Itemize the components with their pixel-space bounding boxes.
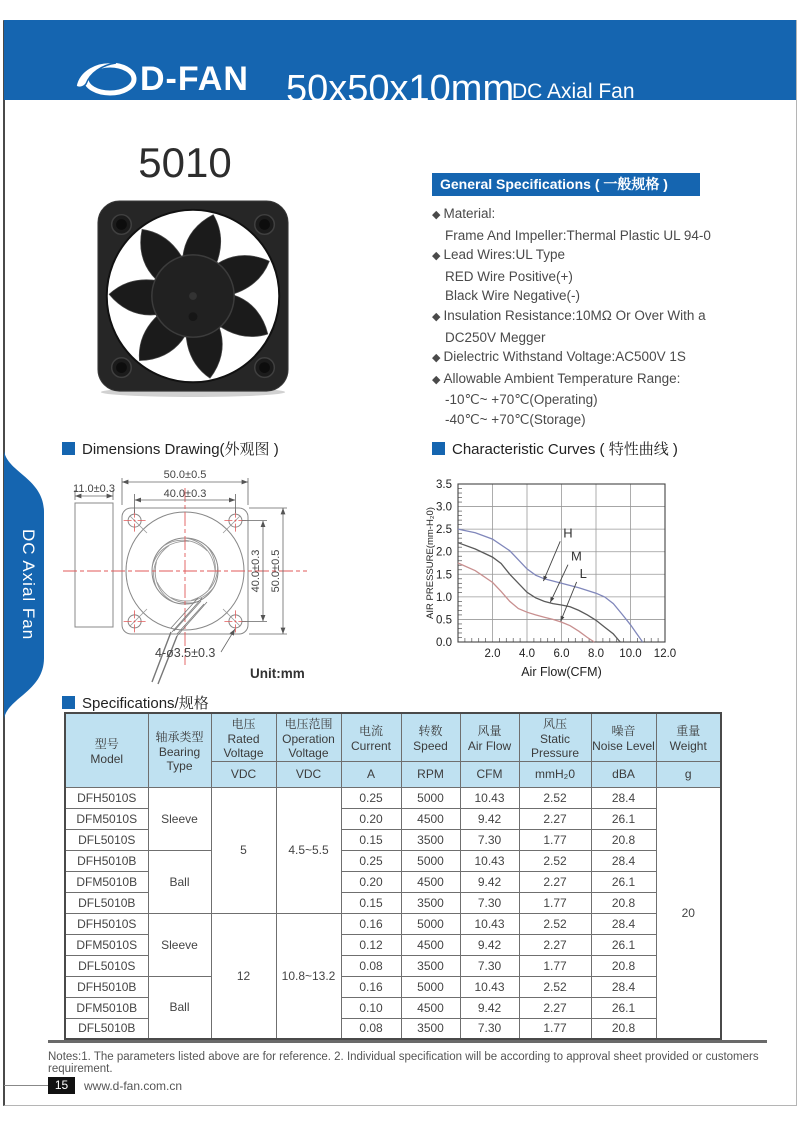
blue-square-icon	[432, 442, 445, 455]
table-cell: 9.42	[460, 934, 519, 955]
section-specifications-label: Specifications/规格	[82, 695, 209, 712]
svg-text:6.0: 6.0	[553, 648, 570, 660]
table-cell: 28.4	[591, 787, 656, 808]
table-cell: 20.8	[591, 955, 656, 976]
table-cell: 26.1	[591, 997, 656, 1018]
table-cell: 0.08	[341, 955, 401, 976]
table-cell: 5	[211, 787, 276, 913]
table-cell: 3500	[401, 892, 460, 913]
table-cell: 5000	[401, 850, 460, 871]
table-cell: 0.20	[341, 871, 401, 892]
table-cell: 1.77	[519, 955, 591, 976]
table-cell: Ball	[148, 850, 211, 913]
svg-text:1.0: 1.0	[436, 591, 452, 604]
svg-text:2.0: 2.0	[436, 546, 452, 559]
table-cell: 1.77	[519, 892, 591, 913]
unit-header: g	[656, 761, 721, 787]
column-header: 型号 Model	[65, 713, 148, 787]
header-band	[4, 20, 796, 110]
table-cell: 0.16	[341, 913, 401, 934]
spec-line: Frame And Impeller:Thermal Plastic UL 94-0	[445, 227, 711, 243]
table-cell: 0.12	[341, 934, 401, 955]
general-specs-header: General Specifications ( 一般规格 )	[432, 173, 700, 196]
table-cell: DFH5010B	[65, 850, 148, 871]
table-cell: 2.52	[519, 850, 591, 871]
table-cell: 2.27	[519, 808, 591, 829]
unit-header: A	[341, 761, 401, 787]
spec-line: ◆ Lead Wires:UL Type	[432, 245, 742, 267]
table-cell: 9.42	[460, 871, 519, 892]
svg-text:1.5: 1.5	[436, 569, 452, 582]
pageno-line	[4, 1085, 48, 1086]
curves-chart	[425, 468, 760, 686]
blue-square-icon	[62, 442, 75, 455]
column-header: 风量 Air Flow	[460, 713, 519, 761]
table-row	[65, 913, 721, 934]
table-cell: DFH5010S	[65, 913, 148, 934]
table-cell: 28.4	[591, 913, 656, 934]
table-cell: 2.52	[519, 787, 591, 808]
spec-line: ◆ Allowable Ambient Temperature Range:	[432, 369, 742, 391]
dim-holes: 4-ø3.5±0.3	[155, 646, 216, 660]
section-curves-label: Characteristic Curves ( 特性曲线 )	[452, 441, 678, 458]
curve-label-H: H	[563, 525, 573, 541]
table-row	[65, 976, 721, 997]
spec-line: -10℃~ +70℃(Operating)	[445, 392, 598, 408]
table-cell: 10.8~13.2	[276, 913, 341, 1039]
svg-text:0.0: 0.0	[436, 637, 452, 649]
brand	[74, 56, 249, 102]
table-cell: 5000	[401, 913, 460, 934]
table-cell: 3500	[401, 955, 460, 976]
unit-header: CFM	[460, 761, 519, 787]
dim-side-width: 11.0±0.3	[73, 483, 115, 495]
general-specs-list	[432, 204, 742, 430]
table-cell: 4500	[401, 997, 460, 1018]
dim-outer-v: 50.0±0.5	[270, 549, 282, 593]
section-curves	[432, 438, 678, 459]
table-cell: 20.8	[591, 892, 656, 913]
table-cell: Ball	[148, 976, 211, 1039]
table-cell: DFM5010B	[65, 871, 148, 892]
column-header: 转数 Speed	[401, 713, 460, 761]
table-cell: 26.1	[591, 934, 656, 955]
svg-text:3.5: 3.5	[436, 479, 452, 491]
curve-label-M: M	[570, 548, 582, 564]
column-header: 噪音 Noise Level	[591, 713, 656, 761]
y-axis-title: AIR PRESSURE(mm-H₂0)	[425, 507, 436, 619]
curve-H	[458, 529, 643, 642]
table-cell: 5000	[401, 976, 460, 997]
table-cell: 0.15	[341, 829, 401, 850]
column-header: 风压 Static Pressure	[519, 713, 591, 761]
unit-header: mmH₂0	[519, 761, 591, 787]
table-row	[65, 850, 721, 871]
dim-outer-h: 50.0±0.5	[163, 469, 207, 481]
table-cell: 10.43	[460, 787, 519, 808]
table-cell: 4500	[401, 934, 460, 955]
unit-header: VDC	[276, 761, 341, 787]
spec-line: Black Wire Negative(-)	[445, 288, 581, 304]
spec-line: ◆ Material:	[432, 204, 742, 226]
unit-header: VDC	[211, 761, 276, 787]
svg-text:4.0: 4.0	[519, 648, 535, 660]
table-cell: 28.4	[591, 976, 656, 997]
table-cell: 2.27	[519, 997, 591, 1018]
table-cell: DFL5010S	[65, 955, 148, 976]
table-cell: 2.27	[519, 871, 591, 892]
table-cell: 10.43	[460, 850, 519, 871]
table-cell: 4.5~5.5	[276, 787, 341, 913]
table-cell: 26.1	[591, 808, 656, 829]
page-number: 15	[48, 1077, 75, 1094]
table-cell: 0.25	[341, 787, 401, 808]
dimensions-drawing	[55, 460, 395, 690]
table-cell: DFL5010B	[65, 1018, 148, 1039]
page-title-size: 50x50x10mm	[286, 68, 515, 110]
page-title-type: DC Axial Fan	[512, 80, 635, 103]
table-cell: DFM5010S	[65, 934, 148, 955]
column-header: 轴承类型 Bearing Type	[148, 713, 211, 787]
table-cell: 9.42	[460, 997, 519, 1018]
svg-text:8.0: 8.0	[588, 648, 604, 660]
dim-unit: Unit:mm	[250, 666, 305, 681]
table-cell: DFM5010S	[65, 808, 148, 829]
table-cell: 0.25	[341, 850, 401, 871]
table-cell: DFM5010B	[65, 997, 148, 1018]
table-cell: 5000	[401, 787, 460, 808]
unit-header: RPM	[401, 761, 460, 787]
table-cell: 7.30	[460, 955, 519, 976]
table-cell: 1.77	[519, 829, 591, 850]
table-cell: 0.15	[341, 892, 401, 913]
table-cell: DFH5010S	[65, 787, 148, 808]
table-cell: 0.20	[341, 808, 401, 829]
notes: Notes:1. The parameters listed above are for reference. 2. Individual specification will be according to approval sheet provided or customers requirement.	[48, 1051, 759, 1075]
sidebar-tab-label: DC Axial Fan	[19, 529, 38, 641]
table-cell: DFL5010B	[65, 892, 148, 913]
brand-name: D-FAN	[140, 59, 249, 98]
table-cell: Sleeve	[148, 787, 211, 850]
table-cell: 9.42	[460, 808, 519, 829]
curve-L	[458, 563, 594, 642]
table-cell: 3500	[401, 1018, 460, 1039]
table-cell: 7.30	[460, 829, 519, 850]
spec-line: ◆ Insulation Resistance:10MΩ Or Over With a	[432, 306, 742, 328]
section-dimensions	[62, 438, 279, 459]
column-header: 重量 Weight	[656, 713, 721, 761]
table-cell: 12	[211, 913, 276, 1039]
table-cell: 20.8	[591, 1018, 656, 1039]
spec-line: RED Wire Positive(+)	[445, 268, 573, 284]
table-cell: 10.43	[460, 913, 519, 934]
table-cell: 2.52	[519, 976, 591, 997]
svg-text:12.0: 12.0	[653, 648, 677, 660]
curve-label-L: L	[579, 565, 587, 581]
table-cell: 0.08	[341, 1018, 401, 1039]
column-header: 电压 Rated Voltage	[211, 713, 276, 761]
table-cell: 4500	[401, 808, 460, 829]
table-row	[65, 787, 721, 808]
svg-text:10.0: 10.0	[619, 648, 642, 660]
footer-rule	[48, 1040, 767, 1043]
spec-line: DC250V Megger	[445, 329, 546, 345]
table-cell: 7.30	[460, 892, 519, 913]
svg-text:3.0: 3.0	[436, 501, 452, 514]
dfan-logo-icon	[74, 56, 138, 102]
table-cell: 0.10	[341, 997, 401, 1018]
x-axis-title: Air Flow(CFM)	[521, 665, 602, 679]
table-cell: 7.30	[460, 1018, 519, 1039]
table-cell: 20.8	[591, 829, 656, 850]
spec-line: -40℃~ +70℃(Storage)	[445, 411, 586, 427]
model-number: 5010	[138, 139, 232, 186]
section-dimensions-label: Dimensions Drawing(外观图 )	[82, 441, 279, 458]
table-cell: DFL5010S	[65, 829, 148, 850]
table-cell: 2.52	[519, 913, 591, 934]
footer-url: www.d-fan.com.cn	[84, 1079, 183, 1093]
table-cell: 3500	[401, 829, 460, 850]
spec-table	[64, 712, 722, 1040]
unit-header: dBA	[591, 761, 656, 787]
table-cell: 10.43	[460, 976, 519, 997]
svg-text:2.0: 2.0	[484, 648, 501, 660]
column-header: 电流 Current	[341, 713, 401, 761]
fan-product-photo	[95, 198, 291, 398]
table-cell: 0.16	[341, 976, 401, 997]
table-cell: DFH5010B	[65, 976, 148, 997]
table-cell: 20	[656, 787, 721, 1039]
table-cell: 4500	[401, 871, 460, 892]
blue-square-icon	[62, 696, 75, 709]
section-specifications	[62, 692, 209, 713]
svg-text:2.5: 2.5	[436, 524, 452, 537]
table-cell: 28.4	[591, 850, 656, 871]
dim-pitch-v: 40.0±0.3	[250, 549, 262, 593]
table-cell: Sleeve	[148, 913, 211, 976]
table-cell: 2.27	[519, 934, 591, 955]
table-cell: 26.1	[591, 871, 656, 892]
svg-text:0.5: 0.5	[436, 614, 452, 627]
dim-pitch-h: 40.0±0.3	[163, 488, 207, 500]
table-cell: 1.77	[519, 1018, 591, 1039]
spec-line: ◆ Dielectric Withstand Voltage:AC500V 1S	[432, 347, 742, 369]
column-header: 电压范围 Operation Voltage	[276, 713, 341, 761]
